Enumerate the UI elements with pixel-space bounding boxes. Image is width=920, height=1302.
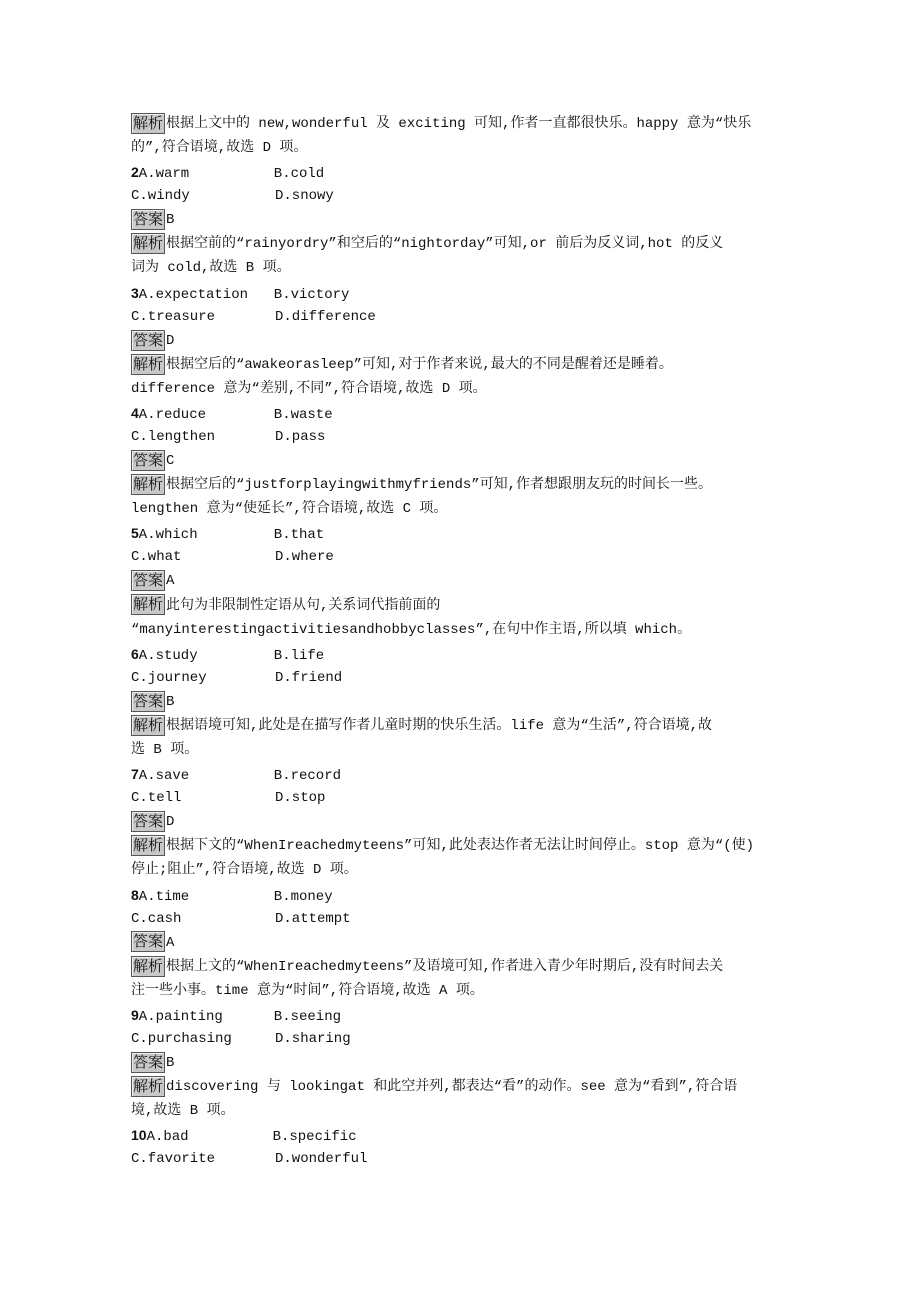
options-row xyxy=(131,1147,811,1171)
option: C.journey xyxy=(131,669,207,686)
answer-value: B xyxy=(166,1055,175,1072)
analysis-label: 解析 xyxy=(133,1076,164,1095)
analysis-line xyxy=(131,1099,811,1123)
option: C.tell xyxy=(131,790,182,807)
options-row xyxy=(131,305,811,329)
answer-label: 答案 xyxy=(133,932,164,951)
question-number: 10 xyxy=(131,1127,147,1144)
options-row xyxy=(131,1027,811,1051)
analysis-text: 停止;阻止”,符合语境,故选 D 项。 xyxy=(131,862,358,879)
analysis-text: 根据空前的“rainyordry”和空后的“nightorday”可知,or 前后为反义词,hot 的反义 xyxy=(166,236,724,253)
answer-label: 答案 xyxy=(133,210,164,229)
option: B.waste xyxy=(273,406,333,423)
options-row xyxy=(131,425,811,449)
analysis-line xyxy=(131,136,811,160)
document-body xyxy=(131,112,811,1171)
analysis-text: 注一些小事。time 意为“时间”,符合语境,故选 A 项。 xyxy=(131,982,484,999)
analysis-line xyxy=(131,256,811,280)
analysis-text: 根据下文的“WhenIreachedmyteens”可知,此处表达作者无法让时间停止。stop 意为“(使) xyxy=(166,838,755,855)
answer-label: 答案 xyxy=(133,1052,164,1071)
question-number: 7 xyxy=(131,766,139,783)
option: B.victory xyxy=(273,286,350,303)
option: A.time xyxy=(138,888,190,905)
analysis-text: 根据空后的“justforplayingwithmyfriends”可知,作者想跟朋友玩的时间长一些。 xyxy=(166,477,713,494)
option: B.seeing xyxy=(273,1008,342,1025)
analysis-text: 根据空后的“awakeorasleep”可知,对于作者来说,最大的不同是醒着还是睡着。 xyxy=(166,356,673,373)
answer-line xyxy=(131,449,811,473)
options-row xyxy=(131,160,811,184)
analysis-text: “manyinterestingactivitiesandhobbyclasses”,在句中作主语,所以填 which。 xyxy=(131,621,692,638)
analysis-label: 解析 xyxy=(133,715,164,734)
question-number: 2 xyxy=(131,164,139,181)
analysis-line xyxy=(131,594,811,618)
analysis-line xyxy=(131,353,811,377)
analysis-line xyxy=(131,473,811,497)
option: A.expectation xyxy=(138,286,249,303)
option: A.reduce xyxy=(138,406,207,423)
options-row xyxy=(131,786,811,810)
analysis-text: 根据上文中的 new,wonderful 及 exciting 可知,作者一直都很快乐。happy 意为“快乐 xyxy=(166,116,752,132)
analysis-line xyxy=(131,618,811,642)
options-row xyxy=(131,545,811,569)
option: B.record xyxy=(273,768,342,785)
option: C.lengthen xyxy=(131,429,216,446)
analysis-line xyxy=(131,377,811,401)
analysis-label: 解析 xyxy=(133,474,164,493)
answer-value: A xyxy=(166,934,175,951)
options-row xyxy=(131,281,811,305)
option: B.money xyxy=(273,888,333,905)
options-row xyxy=(131,762,811,786)
option: C.treasure xyxy=(131,308,216,325)
analysis-text: 此句为非限制性定语从句,关系词代指前面的 xyxy=(166,597,441,614)
option: C.purchasing xyxy=(131,1030,232,1047)
answer-line xyxy=(131,690,811,714)
answer-label: 答案 xyxy=(133,330,164,349)
analysis-text: discovering 与 lookingat 和此空并列,都表达“看”的动作。see 意为“看到”,符合语 xyxy=(166,1079,738,1096)
answer-line xyxy=(131,1051,811,1075)
option: A.save xyxy=(138,768,190,785)
answer-value: D xyxy=(166,814,175,831)
analysis-line xyxy=(131,714,811,738)
analysis-label: 解析 xyxy=(133,956,164,975)
options-row xyxy=(131,666,811,690)
option: D.wonderful xyxy=(275,1151,368,1168)
option: B.that xyxy=(273,527,325,544)
option: B.specific xyxy=(272,1129,357,1146)
option: D.where xyxy=(275,549,334,566)
option: C.cash xyxy=(131,910,182,927)
option: B.life xyxy=(273,647,325,664)
option: D.difference xyxy=(275,308,376,325)
question-number: 5 xyxy=(131,525,139,542)
answer-value: D xyxy=(166,332,175,349)
answer-line xyxy=(131,931,811,955)
option: A.warm xyxy=(138,166,190,183)
analysis-label: 解析 xyxy=(133,234,164,253)
answer-line xyxy=(131,810,811,834)
analysis-label: 解析 xyxy=(133,595,164,614)
options-row xyxy=(131,642,811,666)
answer-line xyxy=(131,569,811,593)
options-row xyxy=(131,907,811,931)
analysis-line xyxy=(131,834,811,858)
option: A.which xyxy=(138,527,198,544)
analysis-text: 选 B 项。 xyxy=(131,742,199,759)
option: D.attempt xyxy=(275,910,351,927)
analysis-line xyxy=(131,979,811,1003)
analysis-text: 词为 cold,故选 B 项。 xyxy=(131,260,291,277)
answer-label: 答案 xyxy=(133,812,164,831)
answer-value: A xyxy=(166,573,175,590)
analysis-line xyxy=(131,955,811,979)
analysis-line xyxy=(131,738,811,762)
analysis-text: difference 意为“差别,不同”,符合语境,故选 D 项。 xyxy=(131,380,487,397)
options-row xyxy=(131,401,811,425)
analysis-text: 的”,符合语境,故选 D 项。 xyxy=(131,140,308,157)
options-row xyxy=(131,521,811,545)
analysis-text: 根据语境可知,此处是在描写作者儿童时期的快乐生活。life 意为“生活”,符合语境,故 xyxy=(166,717,713,734)
answer-label: 答案 xyxy=(133,571,164,590)
option: C.favorite xyxy=(131,1151,216,1168)
analysis-label: 解析 xyxy=(133,113,164,132)
question-number: 8 xyxy=(131,886,139,903)
analysis-label: 解析 xyxy=(133,354,164,373)
option: A.study xyxy=(138,647,198,664)
question-number: 9 xyxy=(131,1006,139,1023)
option: C.windy xyxy=(131,188,190,205)
options-row xyxy=(131,1003,811,1027)
answer-value: C xyxy=(166,453,175,470)
question-number: 3 xyxy=(131,284,139,301)
option: A.bad xyxy=(146,1129,189,1146)
option: A.painting xyxy=(138,1008,223,1025)
analysis-label: 解析 xyxy=(133,836,164,855)
option: D.pass xyxy=(275,429,326,446)
analysis-line xyxy=(131,1075,811,1099)
question-number: 6 xyxy=(131,645,139,662)
analysis-line xyxy=(131,858,811,882)
analysis-text: 境,故选 B 项。 xyxy=(131,1103,235,1120)
options-row xyxy=(131,184,811,208)
analysis-line xyxy=(131,232,811,256)
option: C.what xyxy=(131,549,182,566)
answer-line xyxy=(131,208,811,232)
analysis-line xyxy=(131,497,811,521)
option: D.stop xyxy=(275,790,326,807)
option: D.friend xyxy=(275,669,343,686)
option: B.cold xyxy=(273,166,325,183)
analysis-text: lengthen 意为“使延长”,符合语境,故选 C 项。 xyxy=(131,501,448,518)
options-row xyxy=(131,883,811,907)
analysis-line xyxy=(131,112,811,136)
options-row xyxy=(131,1123,811,1147)
analysis-text: 根据上文的“WhenIreachedmyteens”及语境可知,作者进入青少年时期后,没有时间去关 xyxy=(166,958,724,975)
option: D.snowy xyxy=(275,188,334,205)
question-number: 4 xyxy=(131,404,139,421)
option: D.sharing xyxy=(275,1030,351,1047)
answer-value: B xyxy=(166,693,175,710)
answer-label: 答案 xyxy=(133,450,164,469)
answer-label: 答案 xyxy=(133,691,164,710)
answer-value: B xyxy=(166,212,175,229)
answer-line xyxy=(131,329,811,353)
